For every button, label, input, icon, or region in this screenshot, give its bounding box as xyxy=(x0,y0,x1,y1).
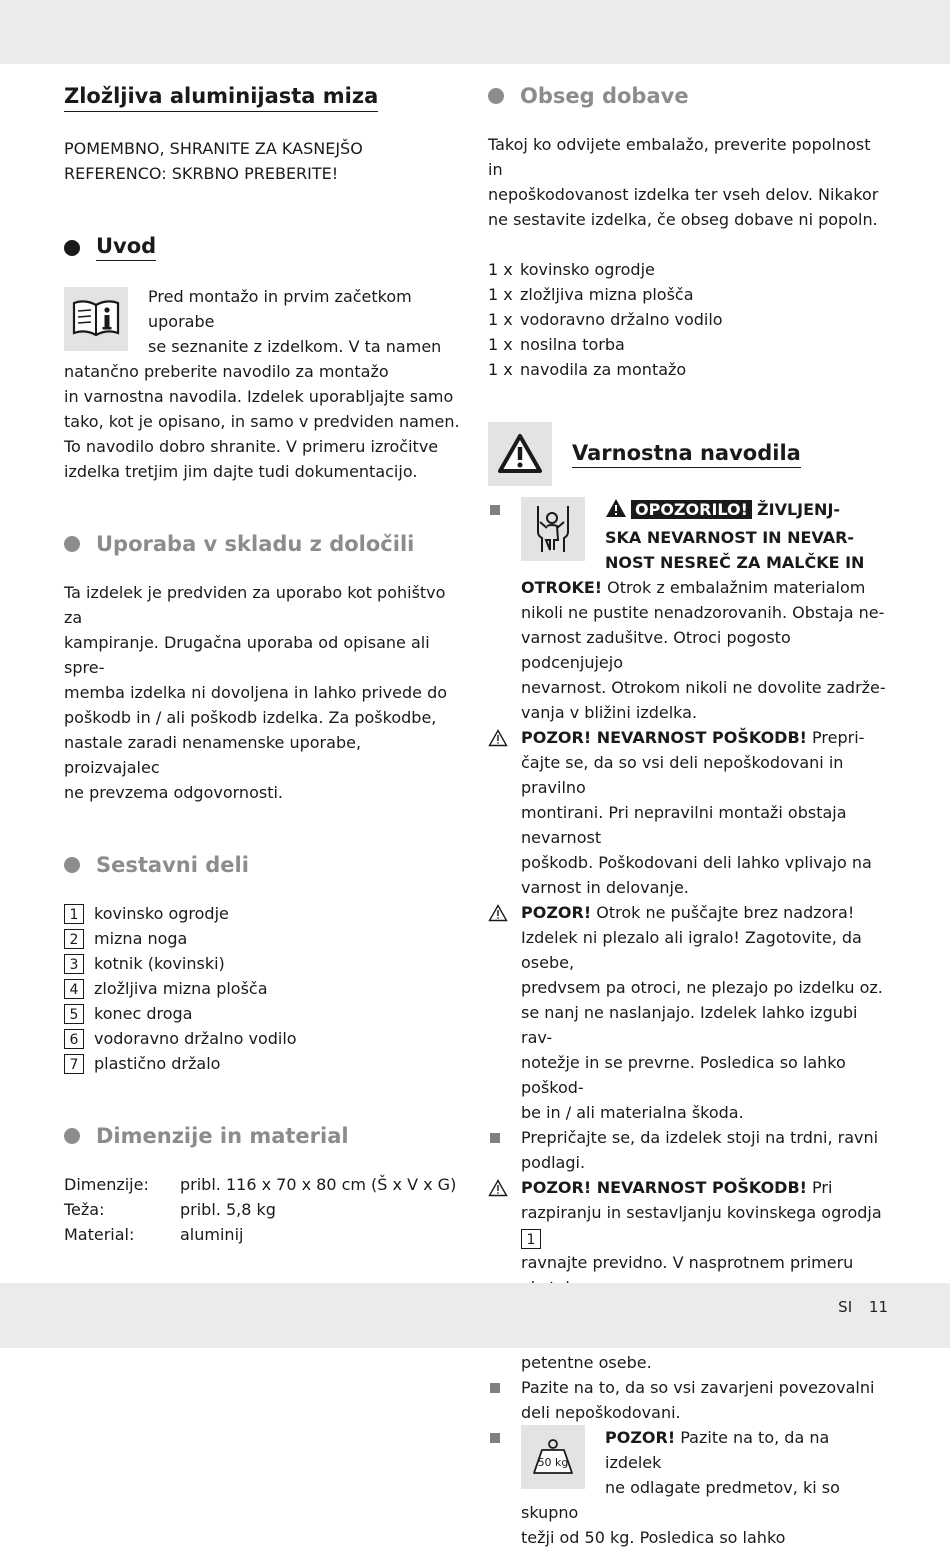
part-label: kotnik (kovinski) xyxy=(94,954,225,973)
safety-list xyxy=(488,497,888,1550)
caution-heading: POZOR! NEVARNOST POŠKODB! xyxy=(521,728,807,747)
caution-text: težji od 50 kg. Posledica so lahko xyxy=(521,1528,786,1547)
intro-line: tako, kot je opisano, in samo v predviden namen. xyxy=(64,412,460,431)
list-item xyxy=(488,1425,888,1550)
part-number: 6 xyxy=(64,1029,84,1049)
caution-text: Otrok ne puščajte brez nadzora! xyxy=(591,903,855,922)
caution-heading: POZOR! xyxy=(605,1428,676,1447)
warning-heading: NOST NESREČ ZA MALČKE IN xyxy=(605,553,865,572)
bullet-square-icon xyxy=(488,497,512,522)
caution-text: predvsem pa otroci, ne plezajo po izdelku oz. xyxy=(521,978,883,997)
list-item xyxy=(488,257,888,282)
weight-label: 50 kg xyxy=(537,1456,569,1469)
supply-line: Takoj ko odvijete embalažo, preverite popolnost in xyxy=(488,135,871,179)
use-text xyxy=(64,580,460,805)
list-item xyxy=(64,901,460,926)
list-item xyxy=(488,1375,888,1425)
section-heading-safety xyxy=(488,422,888,486)
item-text: podlagi. xyxy=(521,1153,586,1172)
caution-text: poškodb. Poškodovani deli lahko vplivajo na xyxy=(521,853,872,872)
left-column xyxy=(64,84,460,1247)
caution-triangle-icon xyxy=(488,900,512,925)
list-item xyxy=(488,307,888,332)
caution-text: razpiranju in sestavljanju kovinskega ogrodja xyxy=(521,1203,882,1222)
section-heading-use xyxy=(64,532,460,556)
bullet-dot-icon xyxy=(64,857,80,873)
section-title: Varnostna navodila xyxy=(572,441,801,468)
dim-value: aluminij xyxy=(180,1225,244,1244)
list-item xyxy=(488,1125,888,1175)
caution-text: ne odlagate predmetov, ki so skupno xyxy=(521,1478,840,1522)
weight-icon xyxy=(521,1425,585,1489)
important-line: REFERENCO: SKRBNO PREBERITE! xyxy=(64,164,339,183)
warning-small-icon xyxy=(605,498,627,525)
list-item xyxy=(64,976,460,1001)
warning-text: vanja v bližini izdelka. xyxy=(521,703,698,722)
intro-line: in varnostna navodila. Izdelek uporabljajte samo xyxy=(64,387,454,406)
table-row xyxy=(64,1172,460,1197)
list-item xyxy=(488,282,888,307)
part-reference: 1 xyxy=(521,1229,541,1249)
table-row xyxy=(64,1197,460,1222)
list-item xyxy=(64,1001,460,1026)
supply-qty: 1 x xyxy=(488,260,513,279)
part-label: plastično držalo xyxy=(94,1054,221,1073)
intro-line: se seznanite z izdelkom. V ta namen xyxy=(148,337,442,356)
caution-text: Pazite na to, da na izdelek xyxy=(605,1428,830,1472)
warning-heading: ŽIVLJENJ- xyxy=(757,500,841,519)
caution-text: montirani. Pri nepravilni montaži obstaja nevarnost xyxy=(521,803,847,847)
document-title: Zložljiva aluminijasta miza xyxy=(64,84,378,112)
warning-text: Otrok z embalažnim materialom xyxy=(602,578,866,597)
section-heading-parts xyxy=(64,853,460,877)
important-note xyxy=(64,136,460,186)
caution-text: Pri xyxy=(806,1178,833,1197)
use-line: memba izdelka ni dovoljena in lahko privede do xyxy=(64,683,448,702)
part-number: 4 xyxy=(64,979,84,999)
caution-text: be in / ali materialna škoda. xyxy=(521,1103,744,1122)
intro-line: Pred montažo in prvim začetkom uporabe xyxy=(148,287,412,331)
dimensions-table xyxy=(64,1172,460,1247)
caution-heading: POZOR! xyxy=(521,903,592,922)
bullet-square-icon xyxy=(488,1375,512,1400)
section-title: Uporaba v skladu z določili xyxy=(96,532,415,556)
item-text: deli nepoškodovani. xyxy=(521,1403,681,1422)
supply-label: kovinsko ogrodje xyxy=(520,260,655,279)
caution-text: notežje in se prevrne. Posledica so lahko poškod- xyxy=(521,1053,846,1097)
warning-text: nevarnost. Otrokom nikoli ne dovolite zadrže- xyxy=(521,678,886,697)
table-row xyxy=(64,1222,460,1247)
dim-label: Teža: xyxy=(64,1200,105,1219)
use-line: ne prevzema odgovornosti. xyxy=(64,783,283,802)
warning-triangle-icon xyxy=(488,422,552,486)
supply-qty: 1 x xyxy=(488,360,513,379)
list-item xyxy=(488,900,888,1125)
list-item xyxy=(488,497,888,725)
caution-text: čajte se, da so vsi deli nepoškodovani in pravilno xyxy=(521,753,844,797)
list-item xyxy=(64,951,460,976)
list-item xyxy=(64,926,460,951)
section-heading-supply xyxy=(488,84,888,108)
page-footer xyxy=(838,1298,888,1316)
item-text: Pazite na to, da so vsi zavarjeni povezovalni xyxy=(521,1378,875,1397)
item-text: petentne osebe. xyxy=(521,1353,652,1372)
bullet-square-icon xyxy=(488,1425,512,1450)
dim-value: pribl. 5,8 kg xyxy=(180,1200,276,1219)
dim-label: Dimenzije: xyxy=(64,1175,149,1194)
footer-band xyxy=(0,1283,950,1348)
supply-label: zložljiva mizna plošča xyxy=(520,285,694,304)
section-title: Sestavni deli xyxy=(96,853,249,877)
part-label: mizna noga xyxy=(94,929,188,948)
supply-qty: 1 x xyxy=(488,310,513,329)
supply-qty: 1 x xyxy=(488,335,513,354)
warning-text: nikoli ne pustite nenadzorovanih. Obstaja ne- xyxy=(521,603,885,622)
bullet-dot-icon xyxy=(64,1128,80,1144)
supply-label: vodoravno držalno vodilo xyxy=(520,310,723,329)
intro-line: izdelka tretjim jim dajte tudi dokumentacijo. xyxy=(64,462,418,481)
part-number: 2 xyxy=(64,929,84,949)
child-warning-icon xyxy=(521,497,585,561)
item-text: Prepričajte se, da izdelek stoji na trdni, ravni xyxy=(521,1128,879,1147)
dim-label: Material: xyxy=(64,1225,135,1244)
intro-text xyxy=(64,284,460,484)
section-title: Uvod xyxy=(96,234,156,261)
supply-line: nepoškodovanost izdelka ter vseh delov. Nikakor xyxy=(488,185,879,204)
supply-list xyxy=(488,257,888,382)
dim-value: pribl. 116 x 70 x 80 cm (Š x V x G) xyxy=(180,1175,457,1194)
section-heading-intro xyxy=(64,234,460,261)
caution-triangle-icon xyxy=(488,1175,512,1200)
part-label: kovinsko ogrodje xyxy=(94,904,229,923)
caution-text: ravnajte previdno. V nasprotnem primeru xyxy=(521,1253,854,1272)
part-label: vodoravno držalno vodilo xyxy=(94,1029,297,1048)
list-item xyxy=(488,725,888,900)
use-line: nastale zaradi nenamenske uporabe, proizvajalec xyxy=(64,733,362,777)
supply-label: navodila za montažo xyxy=(520,360,687,379)
page-number: 11 xyxy=(868,1298,888,1316)
caution-text: se nanj ne naslanjajo. Izdelek lahko izgubi rav- xyxy=(521,1003,858,1047)
part-number: 3 xyxy=(64,954,84,974)
use-line: kampiranje. Drugačna uporaba od opisane ali spre- xyxy=(64,633,430,677)
warning-heading: SKA NEVARNOST IN NEVAR- xyxy=(605,528,855,547)
section-heading-dimensions xyxy=(64,1124,460,1148)
part-label: konec droga xyxy=(94,1004,193,1023)
list-item xyxy=(64,1026,460,1051)
use-line: poškodb in / ali poškodb izdelka. Za poškodbe, xyxy=(64,708,437,727)
section-title: Dimenzije in material xyxy=(96,1124,349,1148)
part-number: 5 xyxy=(64,1004,84,1024)
list-item xyxy=(488,332,888,357)
caution-text: Prepri- xyxy=(806,728,865,747)
part-number: 7 xyxy=(64,1054,84,1074)
list-item xyxy=(64,1051,460,1076)
warning-badge: OPOZORILO! xyxy=(631,500,752,519)
part-number: 1 xyxy=(64,904,84,924)
bullet-dot-icon xyxy=(64,536,80,552)
supply-qty: 1 x xyxy=(488,285,513,304)
intro-line: natančno preberite navodilo za montažo xyxy=(64,362,389,381)
important-line: POMEMBNO, SHRANITE ZA KASNEJŠO xyxy=(64,139,363,158)
bullet-dot-icon xyxy=(64,240,80,256)
parts-list xyxy=(64,901,460,1076)
bullet-square-icon xyxy=(488,1125,512,1150)
caution-text: Izdelek ni plezalo ali igralo! Zagotovite, da osebe, xyxy=(521,928,862,972)
part-label: zložljiva mizna plošča xyxy=(94,979,268,998)
supply-line: ne sestavite izdelka, če obseg dobave ni popoln. xyxy=(488,210,878,229)
use-line: Ta izdelek je predviden za uporabo kot pohištvo za xyxy=(64,583,446,627)
warning-text: varnost zadušitve. Otroci pogosto podcenjujejo xyxy=(521,628,791,672)
intro-line: To navodilo dobro shranite. V primeru izročitve xyxy=(64,437,439,456)
list-item xyxy=(488,357,888,382)
caution-text: varnost in delovanje. xyxy=(521,878,689,897)
supply-label: nosilna torba xyxy=(520,335,625,354)
supply-text xyxy=(488,132,888,232)
section-title: Obseg dobave xyxy=(520,84,689,108)
header-band xyxy=(0,0,950,64)
caution-heading: POZOR! NEVARNOST POŠKODB! xyxy=(521,1178,807,1197)
bullet-dot-icon xyxy=(488,88,504,104)
language-code: SI xyxy=(838,1298,853,1316)
info-book-icon xyxy=(64,287,128,351)
caution-triangle-icon xyxy=(488,725,512,750)
warning-heading: OTROKE! xyxy=(521,578,603,597)
